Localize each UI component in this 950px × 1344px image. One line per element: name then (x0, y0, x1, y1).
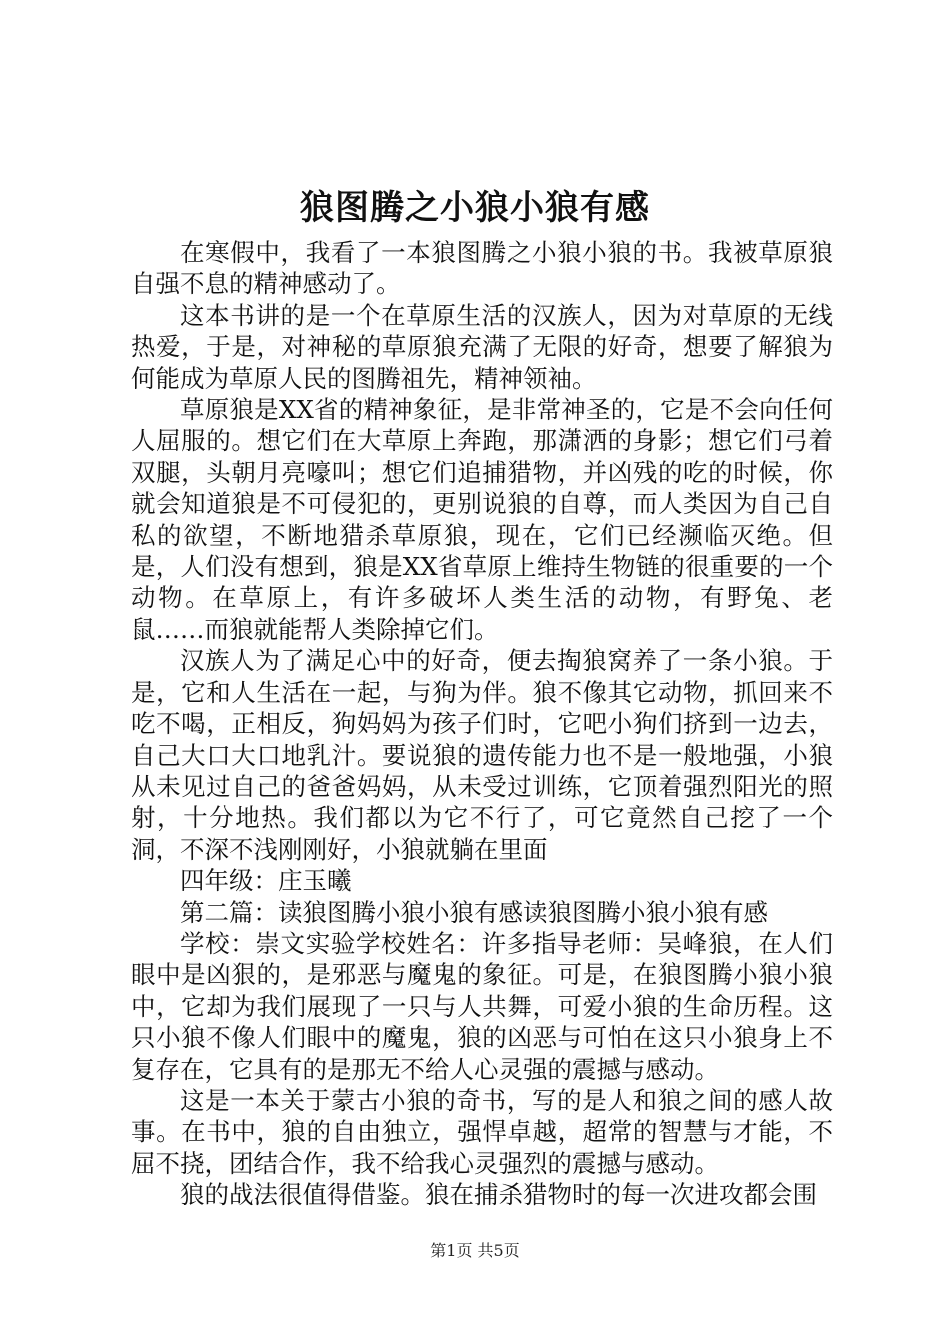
page-number-footer: 第1页 共5页 (430, 1241, 520, 1260)
section-heading: 第二篇：读狼图腾小狼小狼有感读狼图腾小狼小狼有感 (180, 897, 768, 927)
paragraph-5: 学校：崇文实验学校姓名：许多指导老师：吴峰狼，在人们眼中是凶狠的，是邪恶与魔鬼的象征。可是，在狼图腾小狼小狼中，它却为我们展现了一只与人共舞，可爱小狼的生命历程。这只小狼不像人们眼中的魔鬼，狼的凶恶与可怕在这只小狼身上不复存在，它具有的是那无不给人心灵强的震撼与感动。 (131, 928, 833, 1084)
document-title: 狼图腾之小狼小狼有感 (300, 188, 650, 228)
paragraph-1: 在寒假中，我看了一本狼图腾之小狼小狼的书。我被草原狼自强不息的精神感动了。 (131, 238, 833, 299)
document-body (131, 237, 833, 1211)
paragraph-2: 这本书讲的是一个在草原生活的汉族人，因为对草原的无线热爱，于是，对神秘的草原狼充满了无限的好奇，想要了解狼为何能成为草原人民的图腾祖先，精神领袖。 (131, 300, 833, 393)
paragraph-4: 汉族人为了满足心中的好奇，便去掏狼窝养了一条小狼。于是，它和人生活在一起，与狗为伴。狼不像其它动物，抓回来不吃不喝，正相反，狗妈妈为孩子们时，它吧小狗们挤到一边去，自己大口大口地乳汁。要说狼的遗传能力也不是一般地强，小狼从未见过自己的爸爸妈妈，从未受过训练，它顶着强烈阳光的照射，十分地热。我们都以为它不行了，可它竟然自己挖了一个洞，不深不浅刚刚好，小狼就躺在里面 (131, 646, 833, 864)
author-line: 四年级：庄玉曦 (180, 866, 352, 896)
paragraph-3: 草原狼是XX省的精神象征，是非常神圣的，它是不会向任何人屈服的。想它们在大草原上奔跑，那潇洒的身影；想它们弓着双腿，头朝月亮嚎叫；想它们追捕猎物，并凶残的吃的时候，你就会知道狼是不可侵犯的，更别说狼的自尊，而人类因为自己自私的欲望，不断地猎杀草原狼，现在，它们已经濒临灭绝。但是，人们没有想到，狼是XX省草原上维持生物链的很重要的一个动物。在草原上，有许多破坏人类生活的动物，有野兔、老鼠……而狼就能帮人类除掉它们。 (131, 395, 833, 644)
paragraph-7: 狼的战法很值得借鉴。狼在捕杀猎物时的每一次进攻都会围 (180, 1180, 817, 1210)
paragraph-6: 这是一本关于蒙古小狼的奇书，写的是人和狼之间的感人故事。在书中，狼的自由独立，强悍卓越，超常的智慧与才能，不屈不挠，团结合作，我不给我心灵强烈的震撼与感动。 (131, 1085, 833, 1178)
